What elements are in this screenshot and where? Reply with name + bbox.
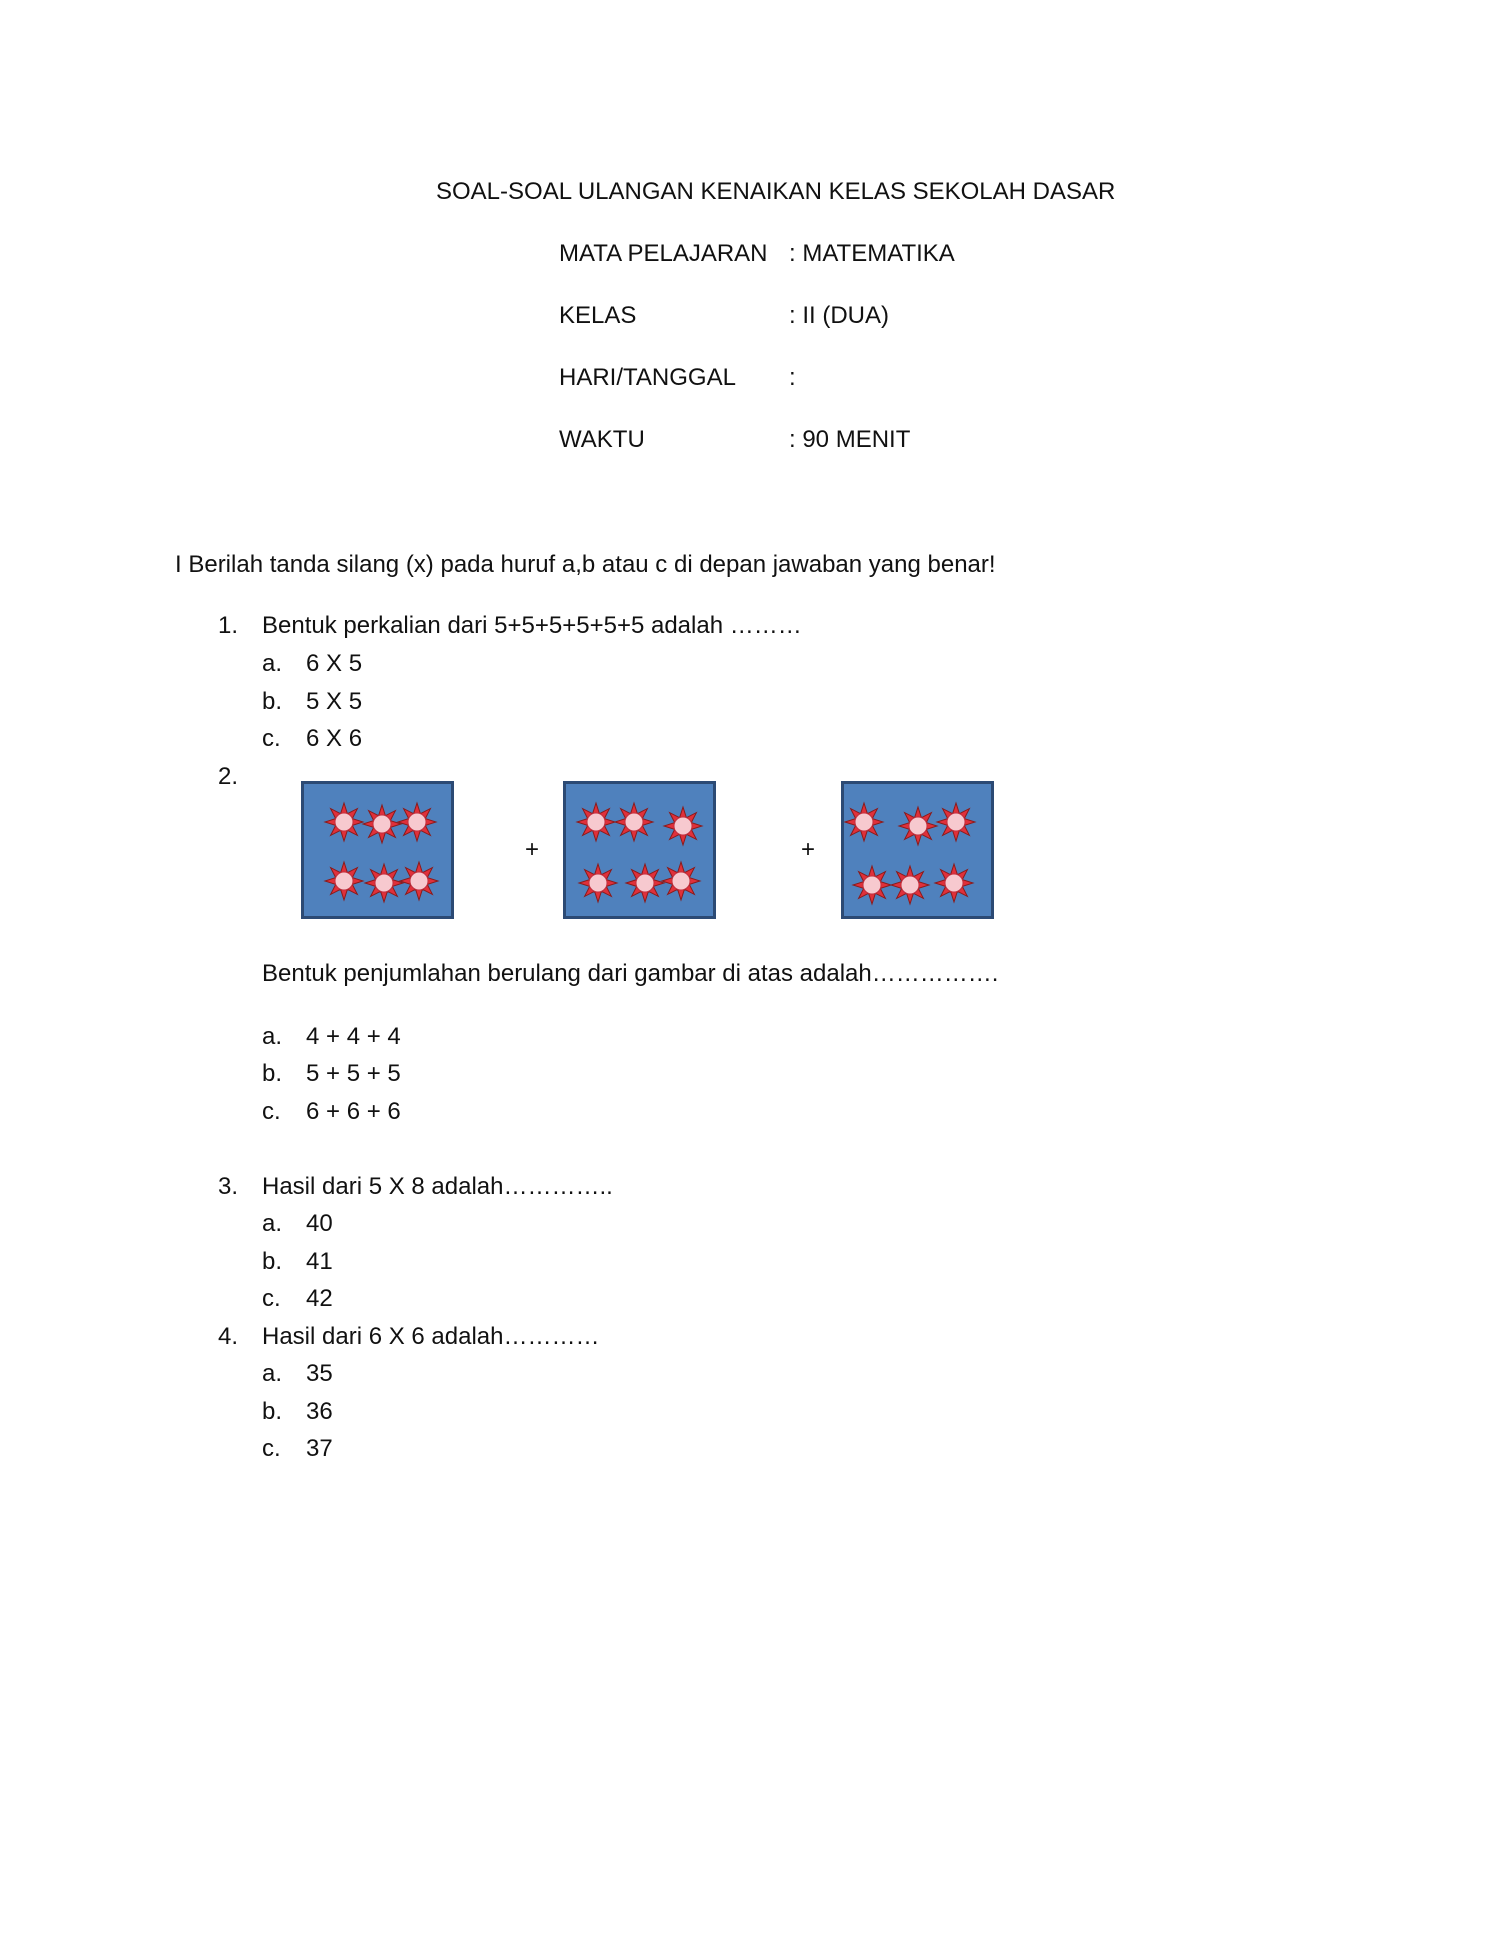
- option-text: 37: [306, 1435, 333, 1462]
- question-number: 1.: [218, 612, 239, 639]
- flower-group: [566, 784, 713, 916]
- flower-icon: [662, 862, 700, 900]
- option-letter: c.: [262, 1285, 281, 1312]
- flower-group: [844, 784, 991, 916]
- flower-icon: [400, 862, 438, 900]
- question-text: Bentuk penjumlahan berulang dari gambar di atas adalah…………….: [262, 960, 999, 987]
- option-text: 42: [306, 1285, 333, 1312]
- option-text: 4 + 4 + 4: [306, 1023, 401, 1050]
- option-letter: a.: [262, 1023, 283, 1050]
- option-text: 41: [306, 1248, 333, 1275]
- question-text: Hasil dari 6 X 6 adalah…………: [262, 1323, 600, 1350]
- option-letter: a.: [262, 1360, 283, 1387]
- flower-group-box-2: [563, 781, 716, 919]
- flower-icon: [325, 862, 363, 900]
- flower-icon: [937, 803, 975, 841]
- field-value-time: : 90 MENIT: [789, 426, 911, 453]
- question-number: 3.: [218, 1173, 239, 1200]
- field-value-subject: : MATEMATIKA: [789, 240, 955, 267]
- flower-icon: [626, 864, 664, 902]
- field-label-subject: MATA PELAJARAN: [559, 240, 768, 267]
- option-text: 6 + 6 + 6: [306, 1098, 401, 1125]
- option-text: 5 X 5: [306, 688, 363, 715]
- option-text: 35: [306, 1360, 333, 1387]
- option-letter: b.: [262, 1060, 283, 1087]
- option-letter: c.: [262, 1098, 281, 1125]
- option-letter: b.: [262, 1248, 283, 1275]
- question-text: Bentuk perkalian dari 5+5+5+5+5+5 adalah ………: [262, 612, 802, 639]
- option-text: 6 X 5: [306, 650, 363, 677]
- flower-icon: [853, 866, 891, 904]
- flower-group-box-3: [841, 781, 994, 919]
- option-text: 40: [306, 1210, 333, 1237]
- question-text: Hasil dari 5 X 8 adalah…………..: [262, 1173, 613, 1200]
- flower-icon: [365, 864, 403, 902]
- field-value-date: :: [789, 364, 796, 391]
- flower-icon: [398, 803, 436, 841]
- flower-icon: [615, 803, 653, 841]
- option-text: 6 X 6: [306, 725, 363, 752]
- page-title: SOAL-SOAL ULANGAN KENAIKAN KELAS SEKOLAH DASAR: [436, 178, 1116, 205]
- flower-icon: [935, 864, 973, 902]
- option-letter: a.: [262, 1210, 283, 1237]
- field-value-class: : II (DUA): [789, 302, 889, 329]
- field-label-date: HARI/TANGGAL: [559, 364, 736, 391]
- option-letter: a.: [262, 650, 283, 677]
- option-letter: c.: [262, 1435, 281, 1462]
- instruction-text: I Berilah tanda silang (x) pada huruf a,b atau c di depan jawaban yang benar!: [175, 551, 996, 578]
- flower-icon: [664, 807, 702, 845]
- field-label-time: WAKTU: [559, 426, 645, 453]
- option-letter: b.: [262, 1398, 283, 1425]
- field-label-class: KELAS: [559, 302, 637, 329]
- question-number: 4.: [218, 1323, 239, 1350]
- flower-icon: [845, 803, 883, 841]
- plus-sign: +: [525, 836, 540, 863]
- flower-icon: [363, 805, 401, 843]
- option-letter: c.: [262, 725, 281, 752]
- flower-icon: [579, 864, 617, 902]
- flower-icon: [577, 803, 615, 841]
- flower-icon: [899, 807, 937, 845]
- question-number: 2.: [218, 763, 239, 790]
- flower-icon: [891, 866, 929, 904]
- option-letter: b.: [262, 688, 283, 715]
- option-text: 36: [306, 1398, 333, 1425]
- plus-sign: +: [801, 836, 816, 863]
- flower-icon: [325, 803, 363, 841]
- option-text: 5 + 5 + 5: [306, 1060, 401, 1087]
- flower-group: [304, 784, 451, 916]
- flower-group-box-1: [301, 781, 454, 919]
